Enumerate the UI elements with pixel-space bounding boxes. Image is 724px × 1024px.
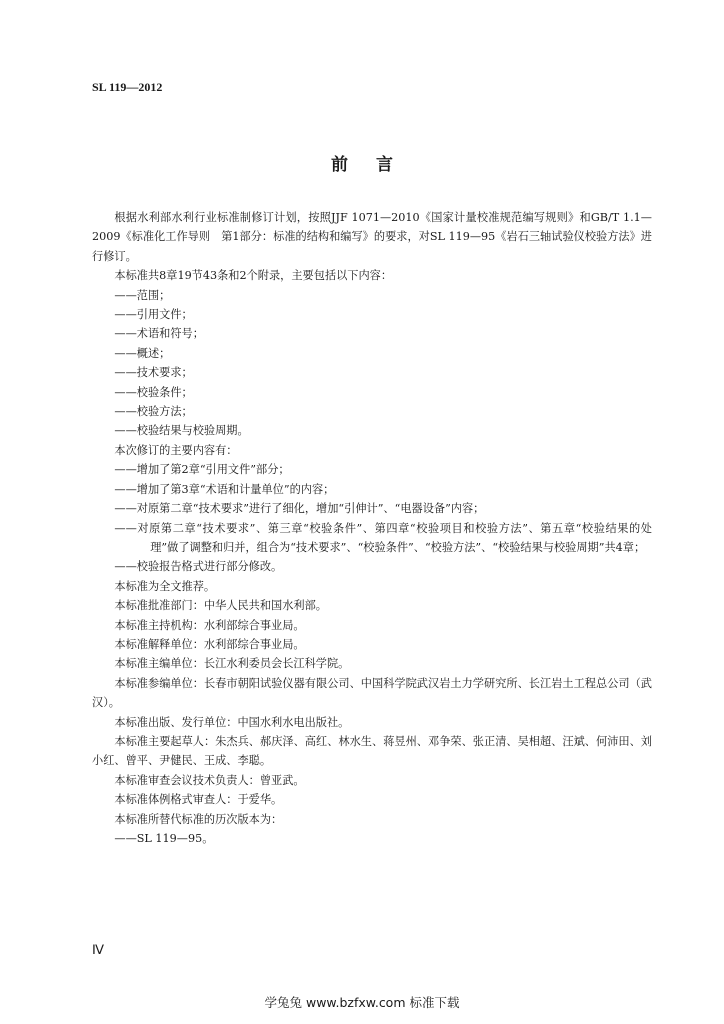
info-line: 本标准参编单位：长春市朝阳试验仪器有限公司、中国科学院武汉岩土力学研究所、长江岩土工程总公司（武汉）。 [92,676,652,710]
info-line: 本标准体例格式审查人：于爱华。 [114,793,283,807]
info-line: 本标准审查会议技术负责人：曾亚武。 [114,773,305,787]
info-line: 本标准批准部门：中华人民共和国水利部。 [114,599,327,613]
standard-code: SL 119—2012 [92,80,163,94]
revision-item: ——增加了第2章“引用文件”部分； [114,463,290,477]
info-line: 本标准解释单位：水利部综合事业局。 [114,637,305,651]
revision-item: ——对原第二章“技术要求”进行了细化，增加“引伸计”、“电器设备”内容； [114,502,485,516]
revision-item: ——对原第二章“技术要求”、第三章“校验条件”、第四章“校验项目和校验方法”、第五章“校验结果的处理”做了调整和归并，组合为“技术要求”、“校验条件”、“校验方法”、“校验结果与校验周期”共4章； [114,521,652,554]
contents-item: ——术语和符号； [114,327,204,341]
contents-item: ——范围； [114,288,171,302]
info-line: 本标准所替代标准的历次版本为： [114,812,283,826]
contents-item: ——校验结果与校验周期。 [114,424,249,438]
replaced-version: ——SL 119—95。 [114,832,214,845]
revision-heading: 本次修订的主要内容有： [114,443,238,457]
revision-item: ——增加了第3章“术语和计量单位”的内容； [114,482,335,496]
contents-item: ——概述； [114,346,171,360]
page-number: Ⅳ [92,942,104,957]
info-line: 本标准主编单位：长江水利委员会长江科学院。 [114,657,350,671]
structure-paragraph: 本标准共8章19节43条和2个附录，主要包括以下内容： [114,269,393,283]
page-title: 前言 [331,155,421,175]
info-line: 本标准主持机构：水利部综合事业局。 [114,618,305,632]
document-body [92,208,652,848]
intro-paragraph: 根据水利部水利行业标准制修订计划，按照JJF 1071—2010《国家计量校准规范编写规则》和GB/T 1.1—2009《标准化工作导则 第1部分：标准的结构和编写》的要求，对SL 119—95《岩石三轴试验仪校验方法》进行修订。 [92,211,652,263]
contents-item: ——校验条件； [114,385,193,399]
info-line: 本标准出版、发行单位：中国水利水电出版社。 [114,715,350,729]
contents-item: ——引用文件； [114,308,193,322]
info-line: 本标准为全文推荐。 [114,579,216,593]
watermark-footer: 学兔兔 www.bzfxw.com 标准下载 [264,995,460,1010]
contents-item: ——技术要求； [114,366,193,380]
contents-item: ——校验方法； [114,405,193,419]
info-line: 本标准主要起草人：朱杰兵、郝庆泽、高红、林水生、蒋昱州、邓争荣、张正清、吴相超、汪斌、何沛田、刘小红、曾平、尹健民、王成、李聪。 [92,734,652,768]
revision-item: ——校验报告格式进行部分修改。 [114,560,283,574]
